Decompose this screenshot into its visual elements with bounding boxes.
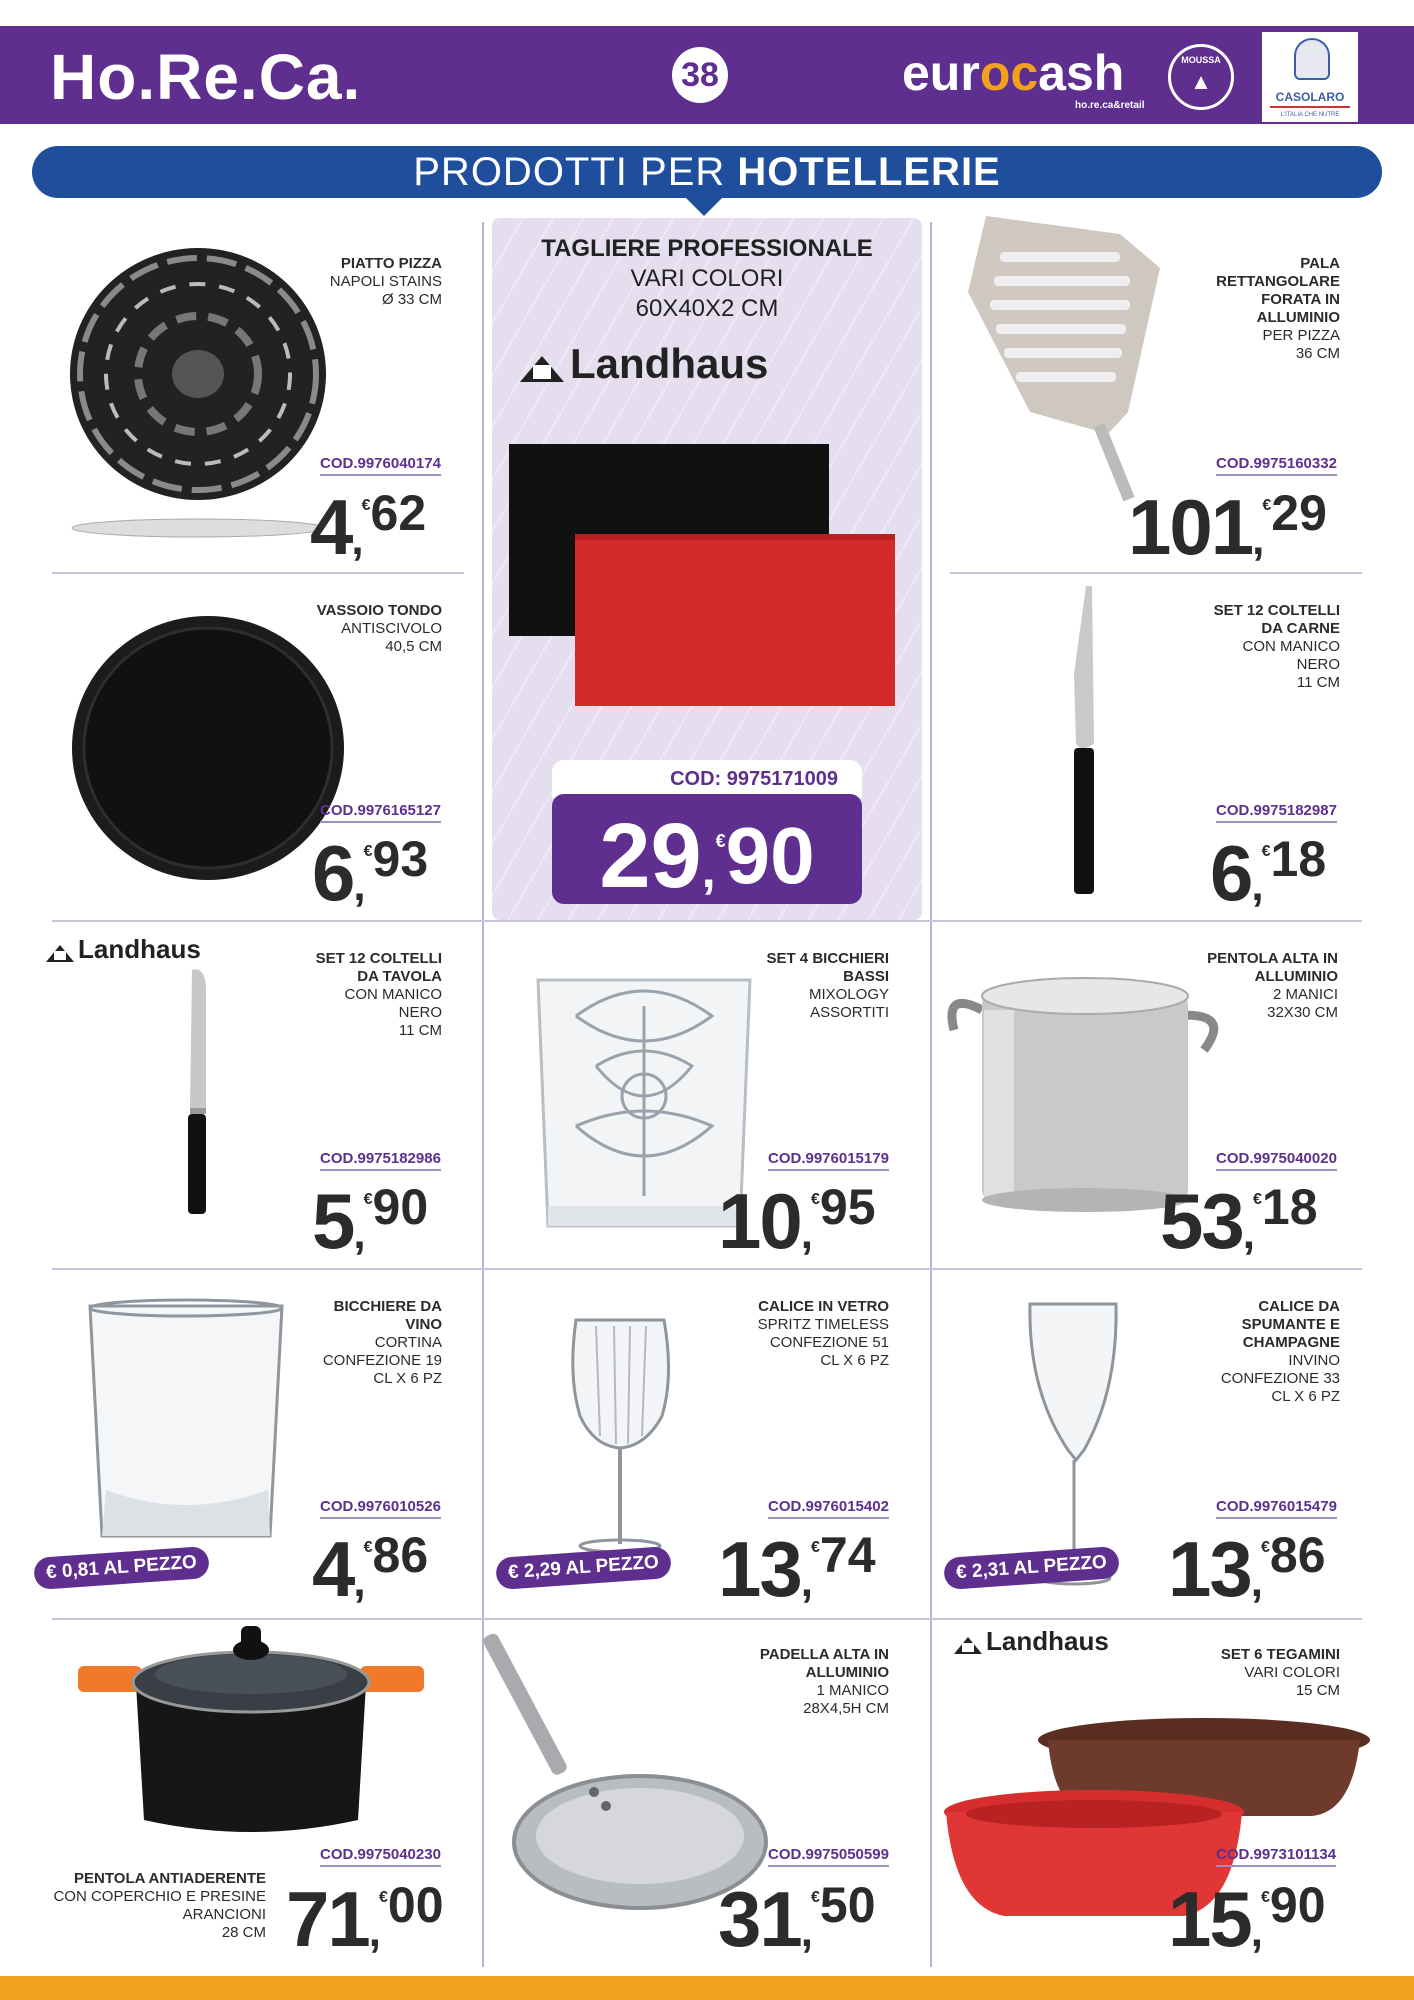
product-price: 31,€50 bbox=[718, 1875, 876, 1963]
product-description: SET 4 BICCHIERI BASSI MIXOLOGY ASSORTITI bbox=[766, 950, 889, 1021]
product-code: COD.9975050599 bbox=[768, 1846, 889, 1867]
product-price: 6,€18 bbox=[1210, 829, 1327, 917]
product-price: 4,€62 bbox=[310, 483, 427, 571]
product-description: PIATTO PIZZA NAPOLI STAINS Ø 33 CM bbox=[329, 255, 442, 308]
landhaus-logo: Landhaus bbox=[520, 340, 768, 388]
frying-pan-image bbox=[510, 1626, 800, 1916]
product-price: 13,€86 bbox=[1168, 1525, 1326, 1613]
product-price: 71,€00 bbox=[286, 1875, 444, 1963]
eurocash-subtitle: ho.re.ca&retail bbox=[1075, 100, 1145, 111]
nonstick-pot-image bbox=[76, 1624, 426, 1844]
table-knife-image bbox=[180, 966, 220, 1256]
product-price: 4,€86 bbox=[312, 1525, 429, 1613]
pizza-plate-image bbox=[68, 246, 328, 546]
product-description: PALA RETTANGOLARE FORATA IN ALLUMINIO PER PIZZA 36 CM bbox=[1216, 255, 1340, 362]
product-code: COD.9975040020 bbox=[1216, 1150, 1337, 1171]
product-description: PENTOLA ALTA IN ALLUMINIO 2 MANICI 32X30 CM bbox=[1207, 950, 1338, 1021]
product-code: COD.9976040174 bbox=[320, 455, 441, 476]
featured-code: COD: 9975171009 bbox=[552, 760, 862, 798]
section-arrow bbox=[684, 196, 724, 216]
product-code: COD.9973101134 bbox=[1216, 1846, 1336, 1867]
seal-logo: MOUSSA ▲ bbox=[1168, 44, 1234, 110]
champagne-flute-image bbox=[1024, 1300, 1124, 1590]
featured-price: 29,€90 bbox=[552, 794, 862, 904]
product-description: VASSOIO TONDO ANTISCIVOLO 40,5 CM bbox=[316, 602, 442, 655]
column-divider bbox=[482, 222, 484, 1967]
row-divider bbox=[52, 920, 1362, 922]
column-divider bbox=[930, 222, 932, 1967]
house-icon bbox=[46, 945, 74, 962]
product-description: BICCHIERE DA VINO CORTINA CONFEZIONE 19 CL X 6 PZ bbox=[322, 1298, 442, 1387]
house-icon bbox=[520, 356, 564, 382]
round-tray-image bbox=[70, 614, 350, 884]
product-code: COD.9976015402 bbox=[768, 1498, 889, 1519]
casolaro-logo: CASOLARO L'ITALIA CHE NUTRE bbox=[1262, 32, 1358, 122]
product-price: 6,€93 bbox=[312, 829, 429, 917]
product-price: 13,€74 bbox=[718, 1525, 876, 1613]
steak-knife-image bbox=[1052, 584, 1102, 914]
landhaus-logo: Landhaus bbox=[954, 1626, 1109, 1657]
product-description: PENTOLA ANTIADERENTE CON COPERCHIO E PRESINE ARANCIONI 28 CM bbox=[53, 1870, 266, 1941]
page-number: 38 bbox=[672, 47, 728, 103]
row-divider bbox=[52, 1618, 1362, 1620]
product-description: CALICE DA SPUMANTE E CHAMPAGNE INVINO CONFEZIONE 33 CL X 6 PZ bbox=[1220, 1298, 1340, 1405]
product-description: PADELLA ALTA IN ALLUMINIO 1 MANICO 28X4,5H CM bbox=[759, 1646, 889, 1717]
section-title: PRODOTTI PER HOTELLERIE bbox=[32, 146, 1382, 198]
water-glass-image bbox=[88, 1300, 288, 1550]
product-code: COD.9976015179 bbox=[768, 1150, 889, 1171]
product-price: 53,€18 bbox=[1160, 1177, 1318, 1265]
spritz-glass-image bbox=[566, 1316, 676, 1556]
house-icon bbox=[954, 1637, 982, 1654]
product-price: 15,€90 bbox=[1168, 1875, 1326, 1963]
product-code: COD.9975182986 bbox=[320, 1150, 441, 1171]
product-description: SET 6 TEGAMINI VARI COLORI 15 CM bbox=[1220, 1646, 1340, 1699]
product-description: SET 12 COLTELLI DA CARNE CON MANICO NERO 11 CM bbox=[1213, 602, 1340, 691]
product-description: CALICE IN VETRO SPRITZ TIMELESS CONFEZIONE 51 CL X 6 PZ bbox=[757, 1298, 889, 1369]
product-code: COD.9975160332 bbox=[1216, 455, 1337, 476]
unit-price-badge: € 2,31 AL PEZZO bbox=[943, 1546, 1120, 1590]
eurocash-logo: eurocash bbox=[902, 45, 1125, 101]
product-price: 5,€90 bbox=[312, 1177, 429, 1265]
footer-bar bbox=[0, 1976, 1414, 2000]
row-divider bbox=[52, 1268, 1362, 1270]
featured-title: TAGLIERE PROFESSIONALE VARI COLORI 60X40X2 CM bbox=[541, 235, 873, 322]
product-price: 101,€29 bbox=[1128, 483, 1327, 571]
chef-icon bbox=[1294, 38, 1330, 80]
unit-price-badge: € 2,29 AL PEZZO bbox=[495, 1546, 672, 1590]
product-code: COD.9976165127 bbox=[320, 802, 441, 823]
cutting-boards-image bbox=[505, 440, 905, 730]
brand-title: Ho.Re.Ca. bbox=[50, 41, 362, 113]
product-description: SET 12 COLTELLI DA TAVOLA CON MANICO NERO 11 CM bbox=[315, 950, 442, 1039]
landhaus-logo: Landhaus bbox=[46, 934, 201, 965]
product-code: COD.9976010526 bbox=[320, 1498, 441, 1519]
product-code: COD.9975182987 bbox=[1216, 802, 1337, 823]
product-code: COD.9976015479 bbox=[1216, 1498, 1337, 1519]
unit-price-badge: € 0,81 AL PEZZO bbox=[33, 1546, 210, 1590]
product-price: 10,€95 bbox=[718, 1177, 876, 1265]
product-code: COD.9975040230 bbox=[320, 1846, 441, 1867]
pizza-peel-image bbox=[960, 212, 1180, 512]
